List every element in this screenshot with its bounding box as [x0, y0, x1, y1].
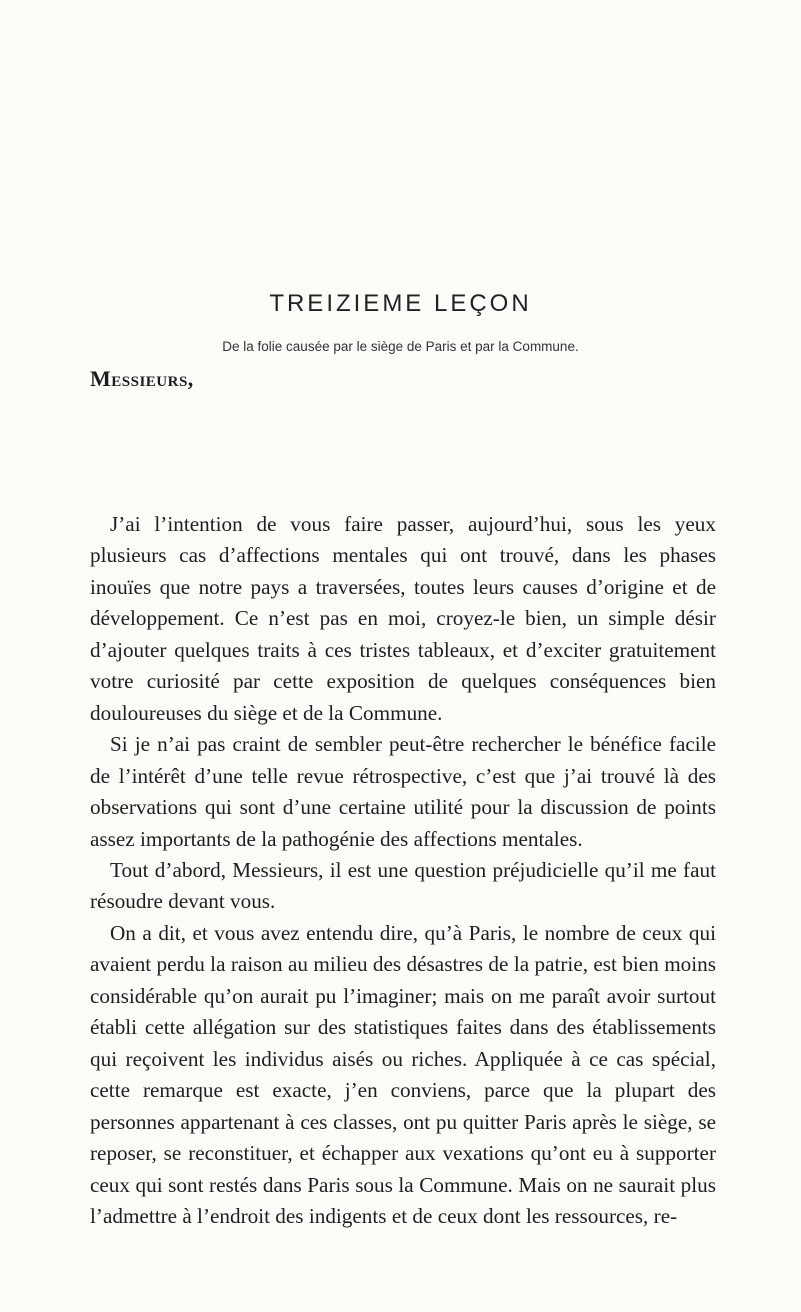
- salutation: Messieurs,: [90, 366, 194, 391]
- chapter-subtitle: De la folie causée par le siège de Paris et par la Commune.: [222, 339, 579, 354]
- paragraph-1: J’ai l’intention de vous faire passer, aujourd’hui, sous les yeux plusieurs cas d’affections mentales qui ont trouvé, dans les phases inouïes que notre pays a traversées, toutes leurs causes d’origine et de développement. Ce n’est pas en moi, croyez-le bien, un simple désir d’ajouter quelques traits à ces tristes tableaux, et d’exciter gratuitement votre curiosité par cette exposition de quelques conséquences bien douloureuses du siège et de la Commune.: [90, 512, 716, 725]
- body-text: [90, 509, 716, 1232]
- paragraph-3: Tout d’abord, Messieurs, il est une question préjudicielle qu’il me faut résoudre devant vous.: [90, 857, 716, 914]
- paragraph-4: On a dit, et vous avez entendu dire, qu’à Paris, le nombre de ceux qui avaient perdu la raison au milieu des désastres de la patrie, est bien moins considérable qu’on aurait pu l’imaginer; mais on me paraît avoir surtout établi cette allégation sur des statistiques faites dans des établissements qui reçoivent les individus aisés ou riches. Appliquée à ce cas spécial, cette remarque est exacte, j’en conviens, parce que la plupart des personnes appartenant à ces classes, ont pu quitter Paris après le siège, se reposer, se reconstituer, et échapper aux vexations qu’ont eu à supporter ceux qui sont restés dans Paris sous la Commune. Mais on ne saurait plus l’admettre à l’endroit des indigents et de ceux dont les ressources, re-: [90, 920, 716, 1228]
- paragraph-2: Si je n’ai pas craint de sembler peut-être rechercher le bénéfice facile de l’intérêt d’une telle revue rétrospective, c’est que j’ai trouvé là des observations qui sont d’une certaine utilité pour la discussion de points assez importants de la pathogénie des affections mentales.: [90, 732, 716, 851]
- chapter-heading: TREIZIEME LEÇON: [269, 290, 532, 317]
